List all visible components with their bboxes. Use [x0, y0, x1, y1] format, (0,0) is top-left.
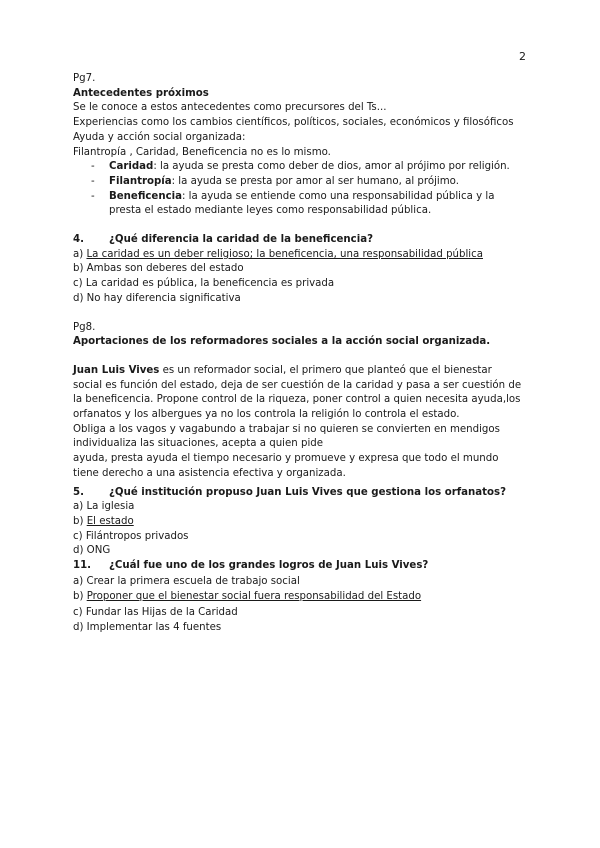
- question-number: 5.: [73, 486, 84, 498]
- paragraph-line: Obliga a los vagos y vagabundo a trabajar si no quieren se convierten en mendigos: [73, 423, 500, 435]
- option-b: [73, 515, 523, 530]
- question-text: ¿Qué diferencia la caridad de la beneficencia?: [109, 234, 373, 246]
- definition-list: [73, 160, 523, 219]
- page-ref: Pg7.: [73, 73, 96, 84]
- option-a: a) Crear la primera escuela de trabajo social: [73, 575, 300, 587]
- question-text: ¿Qué institución propuso Juan Luis Vives que gestiona los orfanatos?: [109, 486, 506, 498]
- option-d: d) ONG: [73, 545, 111, 557]
- paragraph-line: individualiza las situaciones, acepta a quien pide: [73, 438, 324, 450]
- paragraph-line: Experiencias como los cambios científicos, políticos, sociales, económicos y filosóficos: [73, 117, 514, 129]
- paragraph-line: Filantropía , Caridad, Beneficencia no es lo mismo.: [73, 146, 331, 158]
- definition-item: [73, 160, 523, 175]
- paragraph-text: es un reformador social, el primero que planteó que el bienestar social es función del estado, deja de ser cuestión de la caridad y pasa a ser cuestión de la beneficencia. Propone control de la riqueza, poner control a quien necesita ayuda,los orfanatos y los albergues ya no los controla la religión lo controla el estado.: [73, 364, 522, 421]
- option-prefix: a): [73, 248, 87, 260]
- question-text: ¿Cuál fue uno de los grandes logros de Juan Luis Vives?: [109, 560, 429, 572]
- option-c: c) Fundar las Hijas de la Caridad: [73, 606, 238, 618]
- correct-answer: La caridad es un deber religioso; la beneficencia, una responsabilidad pública: [86, 248, 483, 260]
- person-name: Juan Luis Vives: [73, 364, 160, 376]
- definition-item: [73, 175, 523, 190]
- definition-text: : la ayuda se presta por amor al ser humano, al prójimo.: [171, 175, 459, 187]
- paragraph: [73, 364, 523, 423]
- page-ref: Pg8.: [73, 321, 96, 333]
- option-b: [73, 589, 523, 604]
- question-11: [73, 559, 523, 574]
- definition-item: [73, 190, 523, 219]
- dash-bullet: -: [91, 161, 95, 173]
- option-d: d) No hay diferencia significativa: [73, 292, 241, 304]
- section-title: Antecedentes próximos: [73, 87, 209, 99]
- option-prefix: b): [73, 515, 87, 527]
- page-content: [73, 72, 523, 635]
- definition-text: : la ayuda se entiende como una responsabilidad pública y la presta el estado mediante leyes como responsabilidad pública.: [109, 190, 495, 217]
- question-number: 4.: [73, 234, 84, 246]
- paragraph-line: ayuda, presta ayuda el tiempo necesario y promueve y expresa que todo el mundo tiene derecho a una asistencia efectiva y organizada.: [73, 453, 499, 479]
- option-c: c) La caridad es pública, la beneficencia es privada: [73, 278, 335, 290]
- question-4: [73, 233, 523, 248]
- definition-term: Filantropía: [109, 175, 172, 187]
- option-c: c) Filántropos privados: [73, 530, 189, 542]
- option-prefix: b): [73, 591, 87, 603]
- definition-term: Beneficencia: [109, 190, 182, 202]
- page-number: 2: [519, 50, 526, 63]
- question-5: [73, 486, 523, 501]
- option-b: b) Ambas son deberes del estado: [73, 263, 244, 275]
- dash-bullet: -: [91, 190, 95, 202]
- section-title: Aportaciones de los reformadores sociales a la acción social organizada.: [73, 336, 491, 348]
- question-number: 11.: [73, 560, 92, 572]
- paragraph-line: Ayuda y acción social organizada:: [73, 131, 246, 143]
- option-a: a) La iglesia: [73, 501, 135, 513]
- option-a: [73, 248, 523, 263]
- option-d: d) Implementar las 4 fuentes: [73, 622, 222, 634]
- definition-text: : la ayuda se presta como deber de dios, amor al prójimo por religión.: [153, 161, 510, 173]
- dash-bullet: -: [91, 175, 95, 187]
- paragraph-line: Se le conoce a estos antecedentes como precursores del Ts...: [73, 102, 387, 114]
- correct-answer: Proponer que el bienestar social fuera responsabilidad del Estado: [86, 591, 422, 603]
- correct-answer: El estado: [86, 515, 134, 527]
- definition-term: Caridad: [109, 161, 154, 173]
